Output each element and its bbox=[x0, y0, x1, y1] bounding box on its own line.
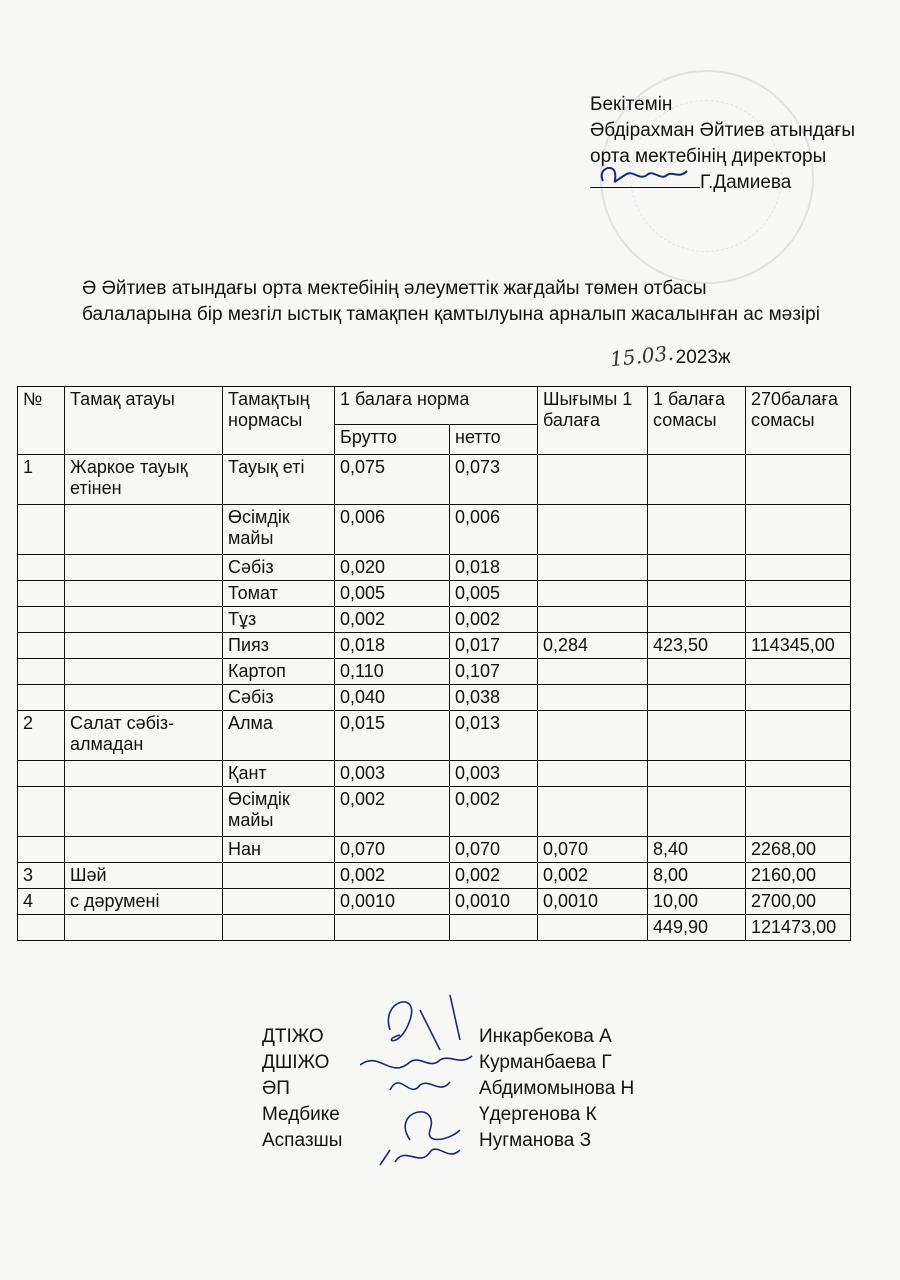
table-cell-dish: Жаркое тауық етінен bbox=[65, 455, 223, 505]
document-date bbox=[608, 340, 731, 372]
table-cell-num: 2 bbox=[18, 711, 65, 761]
table-cell-dish bbox=[65, 837, 223, 863]
staff-role: ДШІЖО bbox=[262, 1052, 330, 1073]
table-cell-brutto: 0,040 bbox=[335, 685, 450, 711]
table-cell-sum270 bbox=[746, 711, 851, 761]
table-row bbox=[18, 659, 851, 685]
table-cell-num bbox=[18, 633, 65, 659]
table-cell-netto: 0,018 bbox=[450, 555, 538, 581]
table-cell-yield: 0,002 bbox=[538, 863, 648, 889]
table-cell-yield bbox=[538, 685, 648, 711]
staff-role: ӘП bbox=[262, 1078, 290, 1099]
table-cell-ingredient bbox=[223, 889, 335, 915]
staff-role: ДТІЖО bbox=[262, 1026, 324, 1047]
table-cell-dish bbox=[65, 633, 223, 659]
table-cell-sum1: 449,90 bbox=[648, 915, 746, 941]
table-cell-dish: Шәй bbox=[65, 863, 223, 889]
table-cell-sum270 bbox=[746, 787, 851, 837]
header-sum-1: 1 балаға сомасы bbox=[648, 387, 746, 455]
table-cell-netto: 0,006 bbox=[450, 505, 538, 555]
table-cell-sum1: 8,40 bbox=[648, 837, 746, 863]
date-handwritten: 15.03. bbox=[608, 340, 675, 372]
table-cell-yield bbox=[538, 581, 648, 607]
header-per-child-norm: 1 балаға норма bbox=[335, 387, 538, 425]
staff-name: Үдергенова К bbox=[479, 1104, 597, 1125]
table-cell-brutto: 0,0010 bbox=[335, 889, 450, 915]
table-cell-ingredient: Нан bbox=[223, 837, 335, 863]
table-row bbox=[18, 581, 851, 607]
table-cell-ingredient: Сәбіз bbox=[223, 685, 335, 711]
table-cell-sum270 bbox=[746, 455, 851, 505]
table-cell-yield bbox=[538, 787, 648, 837]
table-cell-sum1 bbox=[648, 659, 746, 685]
table-cell-netto bbox=[450, 915, 538, 941]
table-cell-netto: 0,002 bbox=[450, 607, 538, 633]
table-cell-sum1 bbox=[648, 685, 746, 711]
table-cell-ingredient: Өсімдік майы bbox=[223, 787, 335, 837]
table-cell-brutto bbox=[335, 915, 450, 941]
table-cell-sum1: 10,00 bbox=[648, 889, 746, 915]
table-row bbox=[18, 863, 851, 889]
approval-line-3: орта мектебінің директоры bbox=[590, 146, 827, 167]
title-line-2: балаларына бір мезгіл ыстық тамақпен қамтылуына арналып жасалынған ас мәзірі bbox=[82, 304, 820, 325]
table-cell-num bbox=[18, 659, 65, 685]
header-brutto: Брутто bbox=[335, 425, 450, 455]
table-cell-dish bbox=[65, 685, 223, 711]
table-row bbox=[18, 505, 851, 555]
table-cell-dish bbox=[65, 607, 223, 633]
table-cell-ingredient: Тауық еті bbox=[223, 455, 335, 505]
table-cell-num bbox=[18, 505, 65, 555]
table-cell-dish bbox=[65, 505, 223, 555]
header-yield: Шығымы 1 балаға bbox=[538, 387, 648, 455]
table-cell-num bbox=[18, 915, 65, 941]
table-cell-dish bbox=[65, 659, 223, 685]
table-cell-dish bbox=[65, 761, 223, 787]
table-row bbox=[18, 607, 851, 633]
table-cell-sum270 bbox=[746, 505, 851, 555]
header-dish: Тамақ атауы bbox=[65, 387, 223, 455]
table-cell-sum270 bbox=[746, 555, 851, 581]
table-cell-ingredient: Қант bbox=[223, 761, 335, 787]
table-row bbox=[18, 711, 851, 761]
table-cell-yield bbox=[538, 659, 648, 685]
table-cell-brutto: 0,070 bbox=[335, 837, 450, 863]
approval-line-1: Бекітемін bbox=[590, 94, 673, 115]
table-cell-netto: 0,013 bbox=[450, 711, 538, 761]
table-cell-ingredient: Өсімдік майы bbox=[223, 505, 335, 555]
table-cell-ingredient: Тұз bbox=[223, 607, 335, 633]
table-cell-brutto: 0,003 bbox=[335, 761, 450, 787]
table-cell-ingredient bbox=[223, 863, 335, 889]
table-cell-ingredient: Алма bbox=[223, 711, 335, 761]
table-cell-sum270: 2160,00 bbox=[746, 863, 851, 889]
table-row bbox=[18, 889, 851, 915]
table-cell-yield bbox=[538, 607, 648, 633]
director-signature bbox=[590, 173, 700, 188]
menu-table bbox=[17, 386, 851, 941]
title-line-1: Ә Әйтиев атындағы орта мектебінің әлеуметтік жағдайы төмен отбасы bbox=[82, 278, 707, 299]
table-cell-brutto: 0,006 bbox=[335, 505, 450, 555]
table-cell-ingredient: Картоп bbox=[223, 659, 335, 685]
table-row bbox=[18, 837, 851, 863]
director-name: Г.Дамиева bbox=[700, 172, 792, 193]
table-cell-yield bbox=[538, 455, 648, 505]
table-cell-ingredient: Томат bbox=[223, 581, 335, 607]
table-cell-num: 3 bbox=[18, 863, 65, 889]
table-cell-num bbox=[18, 761, 65, 787]
table-cell-yield bbox=[538, 711, 648, 761]
table-cell-sum1 bbox=[648, 761, 746, 787]
table-cell-netto: 0,073 bbox=[450, 455, 538, 505]
table-cell-num bbox=[18, 607, 65, 633]
table-cell-yield bbox=[538, 505, 648, 555]
director-signature-row bbox=[590, 170, 855, 196]
staff-name: Инкарбекова А bbox=[479, 1026, 612, 1047]
table-cell-sum270 bbox=[746, 659, 851, 685]
approval-line-2: Әбдірахман Әйтиев атындағы bbox=[590, 120, 856, 141]
table-cell-netto: 0,038 bbox=[450, 685, 538, 711]
table-cell-netto: 0,002 bbox=[450, 863, 538, 889]
table-cell-netto: 0,005 bbox=[450, 581, 538, 607]
table-cell-dish: Салат сәбіз-алмадан bbox=[65, 711, 223, 761]
document-title bbox=[82, 276, 820, 328]
staff-signatures bbox=[360, 990, 480, 1185]
table-row bbox=[18, 761, 851, 787]
table-cell-num: 4 bbox=[18, 889, 65, 915]
table-cell-num bbox=[18, 581, 65, 607]
table-cell-yield: 0,0010 bbox=[538, 889, 648, 915]
table-cell-yield: 0,284 bbox=[538, 633, 648, 659]
table-cell-sum1 bbox=[648, 607, 746, 633]
table-row bbox=[18, 633, 851, 659]
table-cell-brutto: 0,110 bbox=[335, 659, 450, 685]
table-cell-brutto: 0,002 bbox=[335, 787, 450, 837]
table-cell-netto: 0,003 bbox=[450, 761, 538, 787]
table-cell-sum270 bbox=[746, 761, 851, 787]
table-cell-ingredient: Сәбіз bbox=[223, 555, 335, 581]
table-cell-sum270: 114345,00 bbox=[746, 633, 851, 659]
table-cell-sum1 bbox=[648, 555, 746, 581]
table-cell-num: 1 bbox=[18, 455, 65, 505]
table-cell-brutto: 0,020 bbox=[335, 555, 450, 581]
staff-name: Курманбаева Г bbox=[479, 1052, 612, 1073]
date-year: 2023ж bbox=[675, 347, 731, 368]
header-num: № bbox=[18, 387, 65, 455]
table-row bbox=[18, 915, 851, 941]
table-cell-ingredient: Пияз bbox=[223, 633, 335, 659]
table-cell-sum1 bbox=[648, 711, 746, 761]
header-sum-270: 270балаға сомасы bbox=[746, 387, 851, 455]
table-row bbox=[18, 787, 851, 837]
table-cell-sum1: 8,00 bbox=[648, 863, 746, 889]
table-cell-sum270: 121473,00 bbox=[746, 915, 851, 941]
table-cell-sum270: 2700,00 bbox=[746, 889, 851, 915]
table-cell-brutto: 0,015 bbox=[335, 711, 450, 761]
table-cell-yield bbox=[538, 555, 648, 581]
table-cell-netto: 0,107 bbox=[450, 659, 538, 685]
table-cell-brutto: 0,005 bbox=[335, 581, 450, 607]
table-cell-dish: с дәрумені bbox=[65, 889, 223, 915]
table-cell-num bbox=[18, 685, 65, 711]
header-norm: Тамақтың нормасы bbox=[223, 387, 335, 455]
staff-role: Медбике bbox=[262, 1104, 340, 1125]
staff-name: Нугманова З bbox=[479, 1130, 592, 1151]
staff-role: Аспазшы bbox=[262, 1130, 343, 1151]
table-cell-sum270 bbox=[746, 581, 851, 607]
table-cell-ingredient bbox=[223, 915, 335, 941]
table-cell-netto: 0,070 bbox=[450, 837, 538, 863]
table-cell-sum1 bbox=[648, 455, 746, 505]
table-cell-sum1 bbox=[648, 581, 746, 607]
table-row bbox=[18, 685, 851, 711]
table-cell-dish bbox=[65, 581, 223, 607]
table-cell-sum1 bbox=[648, 787, 746, 837]
table-cell-brutto: 0,002 bbox=[335, 863, 450, 889]
table-row bbox=[18, 455, 851, 505]
table-cell-sum270 bbox=[746, 685, 851, 711]
approval-block bbox=[590, 92, 855, 196]
table-cell-sum1: 423,50 bbox=[648, 633, 746, 659]
header-netto: нетто bbox=[450, 425, 538, 455]
table-cell-brutto: 0,018 bbox=[335, 633, 450, 659]
staff-name: Абдимомынова Н bbox=[479, 1078, 635, 1099]
table-cell-dish bbox=[65, 555, 223, 581]
table-cell-yield bbox=[538, 761, 648, 787]
table-cell-netto: 0,0010 bbox=[450, 889, 538, 915]
table-cell-brutto: 0,002 bbox=[335, 607, 450, 633]
table-cell-yield bbox=[538, 915, 648, 941]
table-row bbox=[18, 555, 851, 581]
table-cell-brutto: 0,075 bbox=[335, 455, 450, 505]
table-cell-num bbox=[18, 787, 65, 837]
table-cell-sum1 bbox=[648, 505, 746, 555]
table-cell-num bbox=[18, 837, 65, 863]
table-cell-netto: 0,017 bbox=[450, 633, 538, 659]
table-cell-num bbox=[18, 555, 65, 581]
table-cell-netto: 0,002 bbox=[450, 787, 538, 837]
table-cell-dish bbox=[65, 915, 223, 941]
table-cell-dish bbox=[65, 787, 223, 837]
table-cell-sum270 bbox=[746, 607, 851, 633]
table-cell-sum270: 2268,00 bbox=[746, 837, 851, 863]
table-cell-yield: 0,070 bbox=[538, 837, 648, 863]
